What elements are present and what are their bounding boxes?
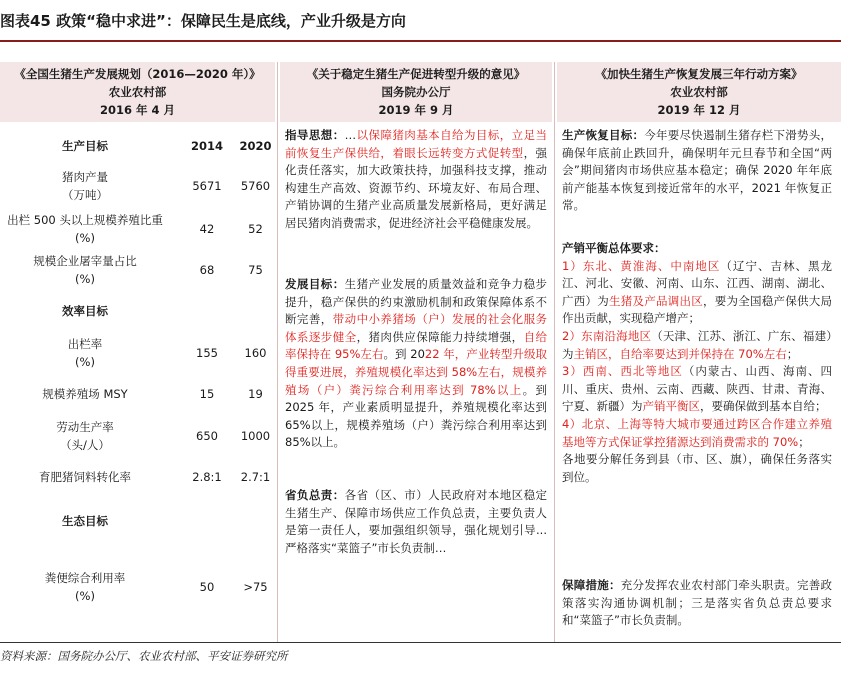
row-label: 粪便综合利用率 <box>44 571 126 585</box>
year-2014: 2014 <box>190 139 223 153</box>
title-divider <box>0 40 841 42</box>
section-production-goals: 生产目标 <box>62 139 108 153</box>
guiding-principle-paragraph: 指导思想：…以保障猪肉基本自给为目标，立足当前恢复生产保供给，着眼长远转变方式促转型，强化责任落实，加大政策扶持，加强科技支撑，推动构建生产高效、资源节约、环境友好、布局合理、产销协调的生猪产业高质量发展新格局，更好满足居民猪肉消费需求，促进经济社会平稳健康发展。 <box>285 128 548 230</box>
doc-title: 《加快生猪生产恢复发展三年行动方案》 <box>595 67 803 81</box>
list-item: 1）东北、黄淮海、中南地区（辽宁、吉林、黑龙江、河北、安徽、河南、山东、江西、湖南、湖北、广西）为生猪及产品调出区，要为全国稳产保供大局作出贡献，实现稳产增产； <box>562 258 832 326</box>
list-item: 2）东南沿海地区（天津、江苏、浙江、广东、福建）为主销区，自给率要达到并保持在 70%左右； <box>562 328 832 361</box>
row-label: 出栏 500 头以上规模养殖比重 <box>7 213 163 227</box>
value-2020: 5760 <box>240 179 271 193</box>
value-2014: 155 <box>196 346 218 360</box>
highlight-text: 自给率保持在 95%左右 <box>285 329 548 362</box>
value-2014: 68 <box>199 263 215 277</box>
value-2020: 2.7:1 <box>240 470 271 484</box>
row-label: 规模养殖场 MSY <box>42 387 128 401</box>
row-label: 劳动生产率 <box>56 420 114 434</box>
column-divider <box>554 62 555 642</box>
figure-title: 图表45 政策“稳中求进”：保障民生是底线，产业升级是方向 <box>0 12 406 30</box>
balance-requirements-block <box>562 240 832 486</box>
year-2020: 2020 <box>239 139 272 153</box>
doc-org: 农业农村部 <box>670 85 728 99</box>
value-2014: 15 <box>199 387 215 401</box>
column-header-1 <box>0 62 275 122</box>
row-unit: (%) <box>75 355 95 369</box>
highlight-text: 带动中小养猪场（户）发展的社会化服务体系逐步健全 <box>285 312 548 344</box>
value-2014: 42 <box>199 222 215 236</box>
para-label: 保障措施： <box>562 578 621 592</box>
column-header-3 <box>557 62 841 122</box>
list-item: 3）西南、西北等地区（内蒙古、山西、海南、四川、重庆、贵州、云南、西藏、陕西、甘肃、青海、宁夏、新疆）为产销平衡区，要确保做到基本自给； <box>562 364 832 414</box>
value-2014: 5671 <box>192 179 222 193</box>
para-label: 生产恢复目标： <box>562 128 645 142</box>
list-item: 4）北京、上海等特大城市要通过跨区合作建立养殖基地等方式保证掌控猪源达到消费需求的 70%； <box>562 416 832 449</box>
doc-org: 国务院办公厅 <box>381 85 451 99</box>
row-label: 育肥猪饲料转化率 <box>39 470 131 484</box>
value-2020: 160 <box>244 346 267 360</box>
row-label: 规模企业屠宰量占比 <box>33 254 137 268</box>
para-label: 省负总责： <box>285 488 345 502</box>
para-label: 发展目标： <box>285 277 345 291</box>
row-unit: (%) <box>75 272 95 286</box>
doc-date: 2019 年 12 月 <box>657 103 741 117</box>
doc-title: 《全国生猪生产发展规划（2016—2020 年）》 <box>14 67 261 81</box>
development-goal-paragraph: 发展目标：生猪产业发展的质量效益和竞争力稳步提升，稳产保供的约束激励机制和政策保障体系不断完善，带动中小养猪场（户）发展的社会化服务体系逐步健全，猪肉供应保障能力持续增强，自给率保持在 95%左右。到 2022 年，产业转型升级取得重要进展，养殖规模化率达到 58%左右，规模养殖场（户）粪污综合利用率达到 78%以上。到 2025 年，产业素质明显提升，养殖规模化率达到 65%以上，规模养殖场（户）粪污综合利用率达到 85%以上。 <box>285 277 548 450</box>
doc-org: 农业农村部 <box>108 85 167 99</box>
para-label: 指导思想： <box>285 128 345 142</box>
para-label: 产销平衡总体要求： <box>562 241 666 255</box>
bottom-divider <box>0 642 841 643</box>
value-2020: 52 <box>248 222 263 236</box>
list-item: 各地要分解任务到县（市、区、旗），确保任务落实到位。 <box>562 452 832 484</box>
recovery-goal-paragraph: 生产恢复目标：今年要尽快遏制生猪存栏下滑势头，确保年底前止跌回升，确保明年元旦春节和全国“两会”期间猪肉市场供应基本稳定；确保 2020 年年底前产能基本恢复到接近常年的水平，2021 年恢复正常。 <box>562 128 832 213</box>
value-2014: 2.8:1 <box>192 470 222 484</box>
doc-title: 《关于稳定生猪生产促进转型升级的意见》 <box>306 67 526 81</box>
row-unit: (%) <box>75 589 95 603</box>
value-2014: 50 <box>199 580 215 594</box>
value-2020: >75 <box>243 580 268 594</box>
row-label: 出栏率 <box>67 337 103 351</box>
doc-date: 2019 年 9 月 <box>378 103 454 117</box>
safeguard-measures-paragraph: 保障措施：充分发挥农业农村部门牵头职责。完善政策落实沟通协调机制；三是落实省负总责总要求和“菜篮子”市长负责制。 <box>562 578 832 628</box>
highlight-text: 22 年，产业转型升级取得重要进展，养殖规模化率达到 58%左右，规模养殖场（户）粪污综合利用率达到 78%以上 <box>285 347 548 397</box>
row-unit: （头/人） <box>60 438 110 452</box>
doc-date: 2016 年 4 月 <box>99 103 176 117</box>
value-2020: 75 <box>248 263 263 277</box>
source-note: 资料来源：国务院办公厅、农业农村部、平安证券研究所 <box>0 649 288 663</box>
row-unit: (%) <box>75 231 95 245</box>
value-2020: 1000 <box>240 429 271 443</box>
row-unit: （万吨） <box>62 188 108 202</box>
row-label: 猪肉产量 <box>62 170 108 184</box>
value-2014: 650 <box>196 429 218 443</box>
value-2020: 19 <box>248 387 263 401</box>
highlight-text: 以保障猪肉基本自给为目标，立足当前恢复生产保供给，着眼长远转变方式促转型 <box>285 128 548 160</box>
column-header-2 <box>280 62 552 122</box>
provincial-responsibility-paragraph: 省负总责：各省（区、市）人民政府对本地区稳定生猪生产、保障市场供应工作负总责，主要负责人是第一责任人，要加强组织领导，强化规划引导...严格落实“菜篮子”市长负责制… <box>285 488 548 555</box>
